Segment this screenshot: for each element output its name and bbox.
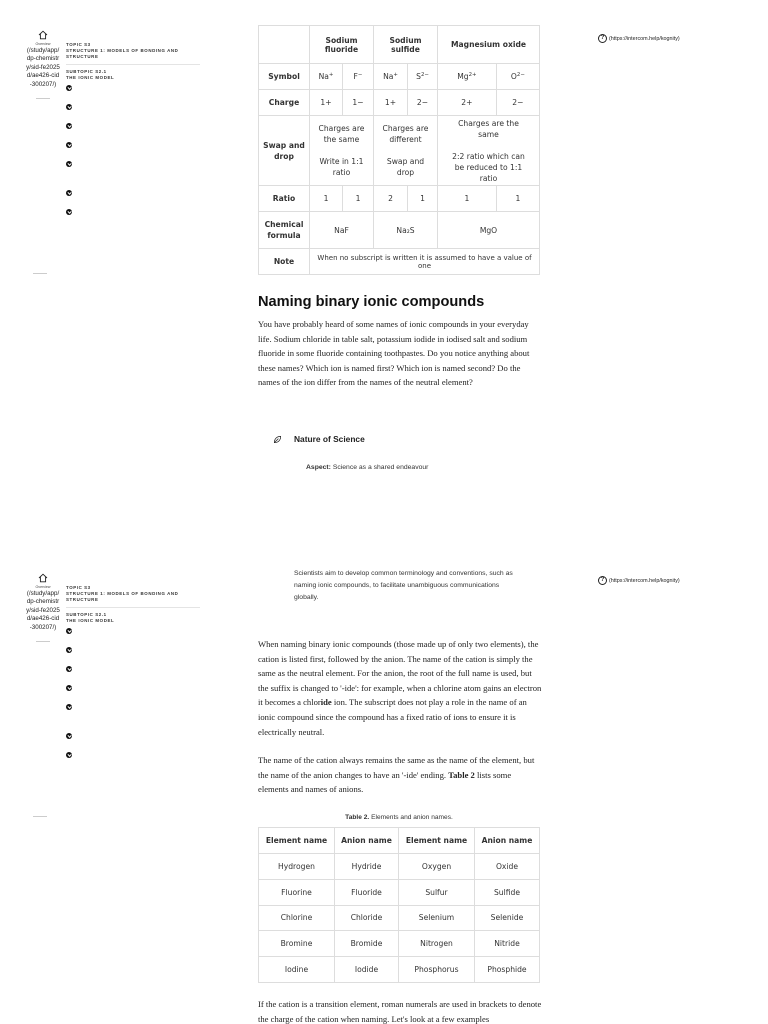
table-row xyxy=(259,186,540,212)
table-caption: Table 2. Elements and anion names. xyxy=(345,814,453,821)
table-row xyxy=(259,249,540,275)
check-circle-icon[interactable] xyxy=(66,161,72,167)
table-cell: 1 xyxy=(408,186,438,212)
check-circle-icon[interactable] xyxy=(66,628,72,634)
table-row xyxy=(259,879,540,905)
row-header: Symbol xyxy=(259,64,310,90)
table-cell: $Mg^{2+}$ xyxy=(438,64,497,90)
table-header-cell: Anion name xyxy=(335,828,399,854)
table-cell: 2 xyxy=(374,186,408,212)
table-cell: Selenium xyxy=(399,905,475,931)
topic-divider xyxy=(66,607,200,608)
row-header: Note xyxy=(259,249,310,275)
table-cell: 1+ xyxy=(310,90,343,116)
anion-names-table xyxy=(258,827,540,983)
course-url-link[interactable]: (/study/app/dp-chemistry/sid-fe2025d/ae426-cid-300207/) xyxy=(26,47,60,88)
table-row xyxy=(259,64,540,90)
swap-drop-table xyxy=(258,25,540,275)
table-header-cell: Sodium sulfide xyxy=(374,26,438,64)
table-cell: Charges are the same 2:2 ratio which can be reduced to 1:1 ratio xyxy=(438,116,540,186)
aspect-value: Science as a shared endeavour xyxy=(332,464,429,471)
topic-panel xyxy=(66,585,200,758)
transition-paragraph: If the cation is a transition element, roman numerals are used in brackets to denote the charge of the cation when naming. Let's look at a few examples xyxy=(258,999,542,1024)
table-cell: Sulfide xyxy=(475,879,540,905)
nav-divider xyxy=(36,98,50,99)
table-cell: 1 xyxy=(310,186,343,212)
table-cell: F− xyxy=(343,64,374,90)
row-header: Ratio xyxy=(259,186,310,212)
overview-link[interactable]: Overview xyxy=(35,585,51,589)
table-cell: MgO xyxy=(438,212,540,249)
table-cell: Hydride xyxy=(335,854,399,880)
table-cell: $O^{2-}$ xyxy=(496,64,539,90)
check-circle-icon[interactable] xyxy=(66,123,72,129)
table-cell: 1 xyxy=(496,186,539,212)
check-circle-icon[interactable] xyxy=(66,104,72,110)
table-cell: Oxygen xyxy=(399,854,475,880)
help-link[interactable] xyxy=(598,34,680,43)
nature-of-science-title: Nature of Science xyxy=(294,434,365,444)
leaf-icon xyxy=(273,435,282,444)
table-row xyxy=(259,905,540,931)
topic-divider xyxy=(66,64,200,65)
table-cell: 1− xyxy=(343,90,374,116)
table-header-cell: Anion name xyxy=(475,828,540,854)
table-header-cell: Magnesium oxide xyxy=(438,26,540,64)
help-link-text[interactable]: (https://intercom.help/kognity) xyxy=(609,35,680,42)
table-row xyxy=(259,116,540,186)
table-cell: 1 xyxy=(343,186,374,212)
check-circle-icon[interactable] xyxy=(66,85,72,91)
table-cell: Phosphide xyxy=(475,957,540,983)
check-circle-icon[interactable] xyxy=(66,666,72,672)
home-icon[interactable] xyxy=(38,573,48,583)
table-cell: 1 xyxy=(438,186,497,212)
help-link-text[interactable]: (https://intercom.help/kognity) xyxy=(609,577,680,584)
table-cell: Fluoride xyxy=(335,879,399,905)
table-cell: Charges are the same Write in 1:1 ratio xyxy=(310,116,374,186)
table-cell: Iodine xyxy=(259,957,335,983)
table-cell: When no subscript is written it is assumed to have a value of one xyxy=(310,249,540,275)
nav-divider xyxy=(33,816,47,817)
left-nav xyxy=(26,30,60,99)
help-link[interactable] xyxy=(598,576,680,585)
intro-paragraph: You have probably heard of some names of ionic compounds in your everyday life. Sodium chloride in table salt, potassium iodide in iodised salt and sodium fluoride in some fluoride containing toothpastes. Do you notice anything about these names? Which ion is named first? Which ion is named second? Do the names of the ion differ from the names of the neutral element? xyxy=(258,319,530,388)
table-row xyxy=(259,212,540,249)
nav-divider xyxy=(36,641,50,642)
table-cell: Oxide xyxy=(475,854,540,880)
table-cell: Nitride xyxy=(475,931,540,957)
help-icon: ? xyxy=(598,576,607,585)
table-cell: Charges are different Swap and drop xyxy=(374,116,438,186)
table-row xyxy=(259,957,540,983)
anion-paragraph: The name of the cation always remains the same as the name of the element, but the name of the anion changes to have an '-ide' ending. Table 2 lists some elements and names of anions. xyxy=(258,755,535,795)
help-icon: ? xyxy=(598,34,607,43)
subtopic-label: SUBTOPIC S2.1 xyxy=(66,68,107,74)
aspect-label: Aspect: xyxy=(306,464,331,471)
check-circle-icon[interactable] xyxy=(66,190,72,196)
table-header-cell: Sodium fluoride xyxy=(310,26,374,64)
table-cell: Chloride xyxy=(335,905,399,931)
table-cell: Na₂S xyxy=(374,212,438,249)
table-cell: Bromide xyxy=(335,931,399,957)
table-header-row xyxy=(259,828,540,854)
table-header-cell: Element name xyxy=(399,828,475,854)
check-circle-icon[interactable] xyxy=(66,647,72,653)
table-cell: $S^{2-}$ xyxy=(408,64,438,90)
overview-link[interactable]: Overview xyxy=(35,42,51,46)
subtopic-label: SUBTOPIC S2.1 xyxy=(66,611,107,617)
nos-body-text: Scientists aim to develop common terminology and conventions, such as naming ionic compounds, to facilitate unambiguous communications globally. xyxy=(294,570,513,601)
table-row xyxy=(259,854,540,880)
table-cell: Bromine xyxy=(259,931,335,957)
check-circle-icon[interactable] xyxy=(66,685,72,691)
table-cell: 1+ xyxy=(374,90,408,116)
table-cell: Selenide xyxy=(475,905,540,931)
table-row xyxy=(259,90,540,116)
table-cell: Phosphorus xyxy=(399,957,475,983)
topic-label: TOPIC S3 xyxy=(66,585,91,590)
check-circle-icon[interactable] xyxy=(66,752,72,758)
check-circle-icon[interactable] xyxy=(66,733,72,739)
table-cell: 2− xyxy=(408,90,438,116)
table-cell: Na+ xyxy=(310,64,343,90)
table-header-cell: Element name xyxy=(259,828,335,854)
nos-aspect xyxy=(306,464,428,471)
table-cell: Na+ xyxy=(374,64,408,90)
topic-label: TOPIC S3 xyxy=(66,42,91,47)
section-progress xyxy=(66,85,200,215)
subtopic-title[interactable]: THE IONIC MODEL xyxy=(66,74,115,80)
table-cell: 2− xyxy=(496,90,539,116)
topic-title[interactable]: STRUCTURE 1: MODELS OF BONDING AND STRUCTURE xyxy=(66,591,179,603)
row-header: Chemical formula xyxy=(259,212,310,249)
table-cell: 2+ xyxy=(438,90,497,116)
home-icon[interactable] xyxy=(38,30,48,40)
section-progress xyxy=(66,628,200,758)
topic-panel xyxy=(66,42,200,215)
table-cell: Chlorine xyxy=(259,905,335,931)
table-row xyxy=(259,931,540,957)
nature-of-science-header[interactable] xyxy=(273,434,365,444)
table-cell: Hydrogen xyxy=(259,854,335,880)
left-nav xyxy=(26,573,60,642)
topic-title[interactable]: STRUCTURE 1: MODELS OF BONDING AND STRUCTURE xyxy=(66,48,179,60)
naming-paragraph: When naming binary ionic compounds (those made up of only two elements), the cation is listed first, followed by the anion. The name of the cation is simply the same as the neutral element. For the anion, the root of the full name is used, but the suffix is changed to '-ide': for example, when a chlorine atom gains an electron it becomes a chloride ion. The subscript does not play a role in the name of an ionic compound since the compound has a fixed ratio of ions to ensure it is electrically neutral. xyxy=(258,639,542,737)
subtopic-title[interactable]: THE IONIC MODEL xyxy=(66,617,115,623)
section-heading: Naming binary ionic compounds xyxy=(258,294,485,310)
table-cell: Iodide xyxy=(335,957,399,983)
nav-divider xyxy=(33,273,47,274)
row-header: Swap and drop xyxy=(259,116,310,186)
table-cell: Sulfur xyxy=(399,879,475,905)
check-circle-icon[interactable] xyxy=(66,209,72,215)
row-header: Charge xyxy=(259,90,310,116)
table-cell: Fluorine xyxy=(259,879,335,905)
table-header-cell xyxy=(259,26,310,64)
course-url-link[interactable]: (/study/app/dp-chemistry/sid-fe2025d/ae426-cid-300207/) xyxy=(26,590,60,631)
check-circle-icon[interactable] xyxy=(66,142,72,148)
table-cell: Nitrogen xyxy=(399,931,475,957)
table-cell: NaF xyxy=(310,212,374,249)
check-circle-icon[interactable] xyxy=(66,704,72,710)
